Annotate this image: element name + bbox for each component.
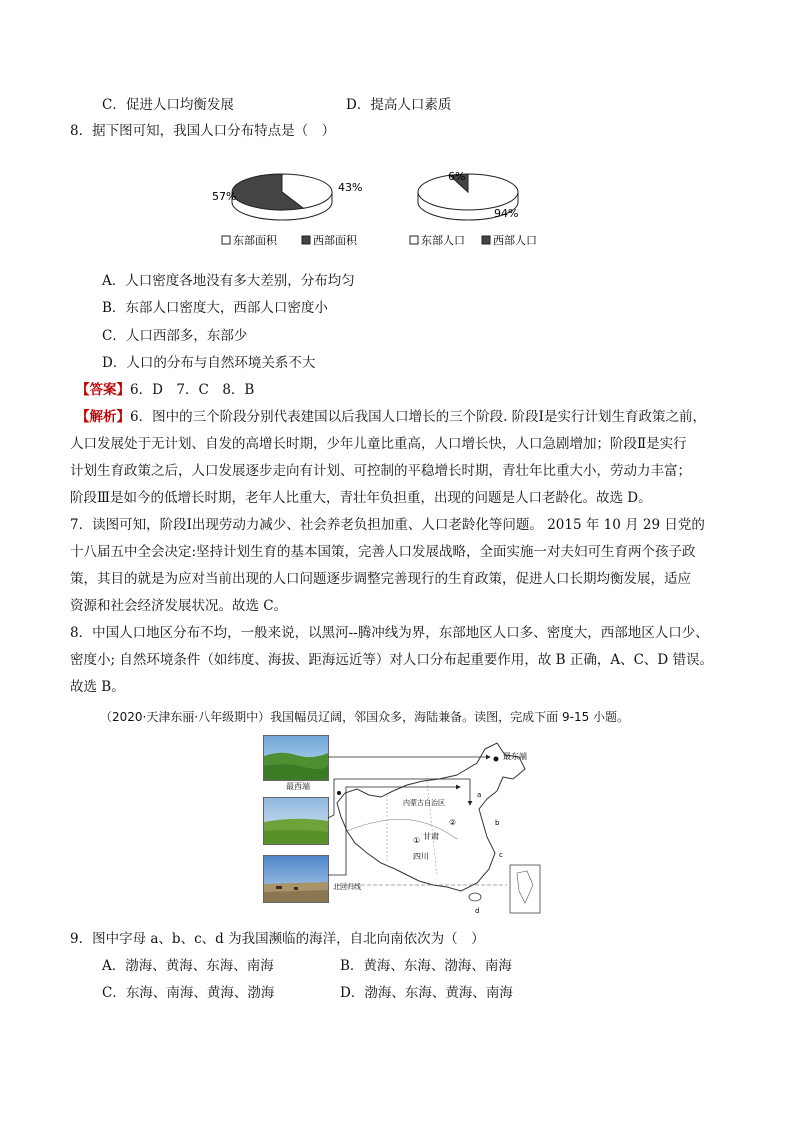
label-sea-a: a	[477, 791, 482, 799]
analysis-text-1: 6．图中的三个阶段分别代表建国以后我国人口增长的三个阶段. 阶段Ⅰ是实行计划生育政策之前，	[130, 409, 707, 425]
pie-0-legend-label-0: 东部面积	[233, 234, 277, 247]
q9-option-b: B．黄海、东海、渤海、南海	[340, 958, 512, 974]
label-inner-mongolia: 内蒙古自治区	[403, 799, 445, 807]
q8-option-d: D．人口的分布与自然环境关系不大	[102, 355, 316, 371]
analysis-q8-line-1: 8．中国人口地区分布不均，一般来说，以黑河--腾冲线为界，东部地区人口多、密度大，西部地区人口少、	[70, 625, 709, 641]
pie-0-legend-swatch-1	[302, 236, 310, 244]
analysis-q7-line-2: 十八届五中全会决定:坚持计划生育的基本国策，完善人口发展战略，全面实施一对夫妇可生育两个孩子政	[70, 544, 696, 560]
pie-0-value-label-0: 43%	[338, 181, 363, 194]
label-sea-b: b	[495, 819, 500, 827]
q9-option-a: A．渤海、黄海、东海、南海	[102, 958, 274, 974]
analysis-q7-line-1: 7．读图可知，阶段Ⅰ出现劳动力减少、社会养老负担加重、人口老龄化等问题。 2015 年 10 月 29 日党的	[70, 517, 705, 533]
label-gansu: 甘肃	[423, 832, 439, 841]
analysis-tag: 【解析】	[76, 409, 130, 425]
analysis-line-2: 人口发展处于无计划、自发的高增长时期，少年儿童比重高，人口增长快，人口急剧增加；阶段Ⅱ是实行	[70, 436, 687, 452]
label-westernmost: 最西端	[286, 782, 310, 791]
analysis-q8-line-3: 故选 B。	[70, 679, 125, 695]
q9-stem: 9．图中字母 a、b、c、d 为我国濒临的海洋，自北向南依次为（ ）	[70, 931, 485, 947]
q7-option-d: D．提高人口素质	[346, 97, 452, 113]
answer-tag: 【答案】	[76, 382, 130, 398]
pie-0-value-label-1: 57%	[212, 190, 237, 203]
label-tropic: 北回归线	[333, 883, 361, 891]
pie-0-legend-label-1: 西部面积	[313, 234, 357, 247]
label-circle-2: ②	[449, 818, 457, 827]
pie-0-legend-swatch-0	[222, 236, 230, 244]
answer-line	[76, 380, 254, 400]
section-intro: （2020·天津东丽·八年级期中）我国幅员辽阔，邻国众多，海陆兼备。读图，完成下面 9-15 小题。	[100, 710, 630, 724]
label-circle-1: ①	[413, 836, 421, 845]
analysis-line-3: 计划生育政策之后，人口发展逐步走向有计划、可控制的平稳增长时期，青壮年比重大小，劳动力丰富；	[70, 463, 691, 479]
pie-1-legend-swatch-0	[410, 236, 418, 244]
q9-option-d: D．渤海、东海、黄海、南海	[340, 985, 513, 1001]
label-sea-d: d	[475, 907, 480, 915]
q7-option-c: C．促进人口均衡发展	[102, 97, 234, 113]
analysis-q8-line-2: 密度小; 自然环境条件（如纬度、海拔、距海远近等）对人口分布起重要作用，故 B 正确，A、C、D 错误。	[70, 652, 714, 668]
pie-charts	[210, 160, 570, 260]
analysis-line-4: 阶段Ⅲ是如今的低增长时期，老年人比重大，青壮年负担重，出现的问题是人口老龄化。故选 D。	[70, 490, 652, 506]
photo-arrows	[320, 735, 550, 920]
analysis-q7-line-3: 策，其目的就是为应对当前出现的人口问题逐步调整完善现行的生育政策，促进人口长期均衡发展，适应	[70, 571, 691, 587]
q8-stem: 8．据下图可知，我国人口分布特点是（ ）	[70, 123, 336, 139]
label-sea-c: c	[499, 851, 503, 859]
pie-1-legend-label-1: 西部人口	[493, 234, 537, 247]
label-easternmost: 最东端	[503, 752, 527, 761]
q9-option-c: C．东海、南海、黄海、渤海	[102, 985, 275, 1001]
answer-text: 6．D 7．C 8．B	[130, 382, 255, 398]
pie-1-legend-label-0: 东部人口	[421, 234, 465, 247]
q8-option-b: B．东部人口密度大，西部人口密度小	[102, 300, 328, 316]
analysis-q7-line-4: 资源和社会经济发展状况。故选 C。	[70, 598, 288, 614]
pie-1-value-label-0: 94%	[494, 207, 519, 220]
q8-option-a: A．人口密度各地没有多大差别，分布均匀	[102, 273, 355, 289]
analysis-line-1	[76, 407, 706, 427]
pie-1-value-label-1: 6%	[448, 170, 466, 183]
q8-option-c: C．人口西部多，东部少	[102, 328, 248, 344]
label-sichuan: 四川	[413, 852, 429, 861]
pie-1-legend-swatch-1	[482, 236, 490, 244]
